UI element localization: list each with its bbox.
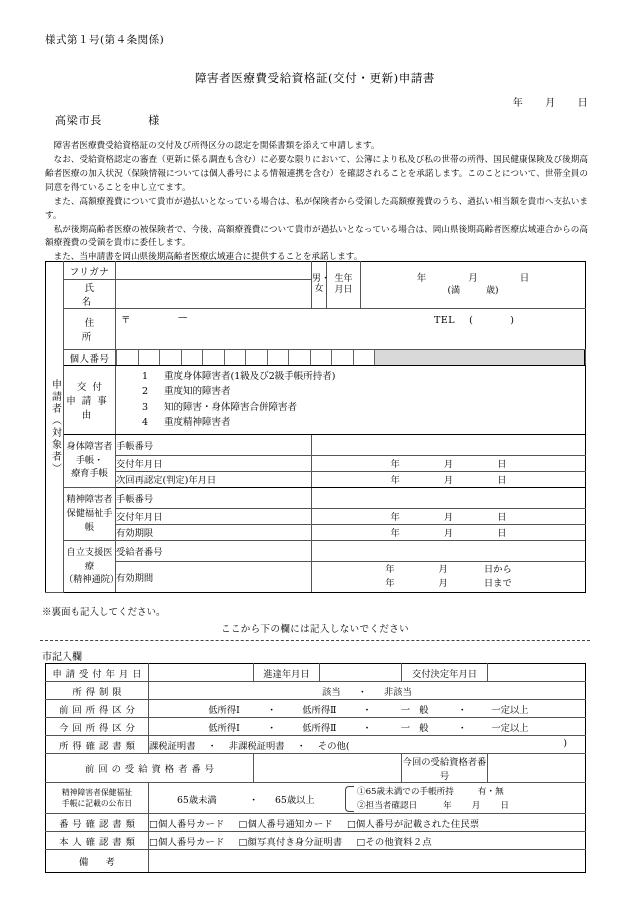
reason-label: 交付申請事由 — [64, 366, 116, 435]
table-row-mental-handbook-issue-date — [46, 508, 586, 524]
table-row-number-verification-docs — [46, 814, 586, 832]
date-month: 月 — [443, 459, 454, 471]
date-day-from: 日から — [483, 564, 512, 576]
mental-handbook-number-input[interactable] — [312, 487, 586, 508]
postal-mark-icon: 〒 — [121, 315, 131, 326]
support-period-from — [312, 563, 585, 577]
physical-handbook-issue-label: 交付年月日 — [116, 455, 312, 471]
furigana-label: フリガナ — [64, 262, 116, 280]
physical-handbook-number-label: 手帳番号 — [116, 434, 312, 455]
date-month: 月 — [438, 578, 448, 589]
form-number: 様式第１号(第４条関係) — [45, 34, 165, 46]
city-section-label: 市記入欄 — [42, 652, 82, 663]
mynumber-grid[interactable] — [116, 350, 375, 365]
current-income-class-options[interactable] — [149, 718, 586, 736]
prev-income-option-2[interactable]: 低所得Ⅱ — [302, 704, 337, 716]
number-verification-docs-options[interactable] — [149, 814, 586, 832]
date-year: 年 — [390, 475, 400, 487]
physical-handbook-number-input[interactable] — [312, 434, 586, 455]
back-side-note: ※裏面も記入してください。 — [42, 607, 166, 618]
date-day: 日 — [497, 475, 507, 487]
reason-option-1[interactable] — [142, 369, 585, 384]
date-year: 年 — [385, 578, 395, 589]
number-doc-checkbox-mynumber-card[interactable]: □個人番号カード — [149, 818, 225, 830]
dob-year: 年 — [416, 272, 427, 284]
application-receipt-date-label: 申請受付年月日 — [46, 664, 149, 682]
prev-income-option-3[interactable]: 一 般 — [400, 704, 429, 716]
reason-text-2: 重度知的障害者 — [164, 386, 231, 398]
reason-number-1: 1 — [142, 371, 149, 382]
table-row-support-number — [46, 540, 586, 561]
reason-list — [116, 366, 585, 434]
date-month: 月 — [438, 564, 448, 576]
age-sub-item-1-value[interactable]: 有・無 — [477, 787, 504, 797]
physical-handbook-label-line2: 療育手帳 — [71, 468, 108, 480]
option-separator: ・ — [267, 722, 277, 734]
support-period-to — [312, 577, 585, 591]
curr-income-option-3[interactable]: 一 般 — [400, 722, 429, 734]
table-row-physical-handbook-issue-date — [46, 455, 586, 471]
option-separator: ・ — [357, 686, 367, 698]
mynumber-cell[interactable] — [332, 350, 354, 365]
issue-decision-date-input[interactable] — [488, 664, 586, 682]
option-separator: ・ — [362, 722, 372, 734]
current-certificate-number-input[interactable] — [488, 754, 586, 783]
body-paragraph-1: 障害者医療費受給資格証の交付及び所得区分の認定を関係書類を添えて申請します。 — [53, 141, 380, 151]
option-separator: ・ — [249, 795, 259, 806]
mynumber-cell[interactable] — [289, 350, 311, 365]
name-label: 氏 名 — [64, 280, 116, 309]
age-sub-item-1-label: ①65歳未満での手帳所持 — [357, 787, 454, 797]
table-row-support-period — [46, 562, 586, 593]
date-day: 日 — [497, 528, 507, 540]
reason-text-4: 重度精神障害者 — [164, 417, 231, 429]
number-doc-checkbox-notification-card[interactable]: □個人番号通知カード — [238, 818, 333, 830]
table-row-physical-handbook-number — [46, 434, 586, 455]
vertical-applicant-label — [46, 262, 64, 593]
age-option-65-or-over[interactable]: 65歳以上 — [275, 795, 315, 806]
body-text — [45, 140, 588, 265]
date-year: 年 — [390, 528, 400, 540]
address-inner — [116, 309, 585, 349]
tel-label: TEL — [434, 315, 456, 326]
identity-doc-checkbox-other-two-docs[interactable]: □その他資料２点 — [356, 836, 432, 848]
page-title: 障害者医療費受給資格証(交付・更新)申請書 — [194, 71, 436, 85]
mynumber-cell[interactable] — [354, 350, 376, 365]
dob-label — [327, 262, 361, 309]
table-row-remarks — [46, 850, 586, 873]
income-doc-option-taxable[interactable]: 課税証明書 — [149, 740, 196, 752]
mental-handbook-issue-date-label — [46, 783, 149, 814]
applicant-table — [45, 261, 586, 593]
mental-handbook-issue-date-label-line1: 精神障害者保健福祉 — [61, 787, 133, 797]
dob-date-line — [361, 272, 585, 286]
sex-label: 男・女 — [312, 262, 327, 309]
income-doc-other-close-paren: ) — [563, 737, 567, 749]
mynumber-cell[interactable] — [268, 350, 290, 365]
remarks-input[interactable] — [149, 850, 586, 873]
date-month: 月 — [443, 475, 454, 487]
mynumber-label: 個人番号 — [64, 350, 116, 366]
age-sub-item-2-label: ②担当者確認日 — [357, 801, 418, 811]
issue-decision-date-label: 交付決定年月日 — [402, 664, 488, 682]
mynumber-cell[interactable] — [311, 350, 333, 365]
current-income-class-label: 今回所得区分 — [46, 718, 149, 736]
table-row-income-documents — [46, 736, 586, 754]
mynumber-cell[interactable] — [182, 350, 204, 365]
curr-income-option-1[interactable]: 低所得Ⅰ — [208, 722, 240, 734]
postal-dash: — — [178, 312, 188, 323]
mental-handbook-expiry-input[interactable] — [312, 524, 586, 540]
dob-month: 月 — [468, 272, 478, 284]
age-sub-item-2-day: 日 — [500, 801, 509, 811]
furigana-input[interactable] — [116, 262, 312, 280]
table-row-current-income-class — [46, 718, 586, 736]
prev-income-option-4[interactable]: 一定以上 — [491, 704, 529, 716]
identity-verification-docs-options[interactable] — [149, 832, 586, 850]
reason-number-3: 3 — [142, 401, 149, 413]
physical-handbook-label — [64, 434, 116, 487]
submission-date-day: 日 — [577, 98, 588, 109]
address-label: 住 所 — [64, 309, 116, 350]
dob-age-line — [361, 285, 585, 298]
submission-date-year: 年 — [512, 98, 524, 109]
body-paragraph-4: 私が後期高齢者医療の被保険者で、今後、高額療養費について貴市が過払いとなっている場合は、岡山県後期高齢者医療広域連合からの高額療養費の受領を貴市に委任します。 — [45, 224, 588, 249]
body-paragraph-3: また、高額療養費について貴市が過払いとなっている場合は、私が保険者から受領した高額療養費のうち、過払い相当額を貴市へ支払います。 — [45, 196, 588, 221]
number-doc-checkbox-residence-certificate[interactable]: □個人番号が記載された住民票 — [346, 818, 480, 830]
city-use-table — [45, 663, 586, 873]
submission-date-line — [513, 94, 588, 109]
table-row-previous-income-class — [46, 700, 586, 718]
age-sub-item-2-year: 年 — [443, 801, 452, 811]
date-day: 日 — [497, 512, 507, 524]
income-limit-label: 所得制限 — [46, 682, 149, 700]
reason-number-2: 2 — [142, 386, 149, 398]
support-recipient-number-input[interactable] — [312, 540, 586, 561]
application-receipt-date-input[interactable] — [149, 664, 254, 682]
dob-input[interactable] — [361, 262, 586, 309]
vertical-applicant-label-text: 申請者（対象者） — [49, 379, 61, 475]
table-row-receipt-dates — [46, 664, 586, 682]
table-row-address — [46, 309, 586, 350]
table-row-income-limit — [46, 682, 586, 700]
body-paragraph-5: また、当申請書を岡山県後期高齢者医療広域連合に提供することを承諾します。 — [53, 252, 363, 263]
previous-certificate-number-label: 前回の受給資格者番号 — [46, 754, 254, 783]
physical-handbook-label-line1: 身体障害者手帳・ — [66, 440, 113, 466]
support-medical-label-line2: （精神通院） — [64, 574, 120, 586]
tel-paren: ( ) — [469, 315, 529, 326]
support-period-label: 有効期間 — [116, 562, 312, 593]
section-divider — [40, 640, 590, 641]
option-separator: ・ — [457, 722, 467, 734]
addressee-honorific: 様 — [148, 114, 161, 127]
reason-option-3[interactable] — [142, 400, 585, 415]
physical-handbook-issue-input[interactable] — [312, 455, 586, 471]
reason-text-1: 重度身体障害者(1級及び2級手帳所持者) — [164, 371, 336, 382]
dob-day: 日 — [519, 272, 530, 284]
brace-icon — [345, 786, 354, 812]
mynumber-cell[interactable] — [160, 350, 182, 365]
table-row-identity-verification-docs — [46, 832, 586, 850]
option-separator: ・ — [457, 704, 467, 716]
prev-income-option-1[interactable]: 低所得Ⅰ — [208, 704, 240, 716]
curr-income-option-2[interactable]: 低所得Ⅱ — [302, 722, 337, 734]
date-month: 月 — [443, 528, 454, 540]
reason-options[interactable] — [116, 366, 586, 435]
mental-handbook-label-line2: 保健福祉手帳 — [66, 507, 113, 533]
age-close: 歳) — [486, 286, 499, 297]
physical-handbook-recert-label: 次回再認定(判定)年月日 — [116, 471, 312, 487]
mental-handbook-issue-input[interactable] — [312, 508, 586, 524]
table-row-mynumber — [46, 350, 586, 366]
mental-handbook-label — [64, 487, 116, 540]
no-fill-below-note: ここから下の欄には記入しないでください — [220, 624, 410, 635]
option-separator: ・ — [362, 704, 372, 716]
submission-date-month: 月 — [545, 98, 556, 109]
addressee-name: 高梁市長 — [55, 114, 103, 127]
address-input[interactable] — [116, 309, 586, 350]
dob-label-line1: 生年 — [334, 273, 353, 284]
reason-option-2[interactable] — [142, 384, 585, 399]
mental-handbook-label-line1: 精神障害者 — [66, 494, 113, 506]
forward-date-label: 進達年月日 — [254, 664, 320, 682]
mental-handbook-issue-label: 交付年月日 — [116, 508, 312, 524]
previous-certificate-number-input[interactable] — [254, 754, 402, 783]
reason-number-4: 4 — [142, 417, 149, 429]
table-row-furigana — [46, 262, 586, 280]
option-separator: ・ — [267, 704, 277, 716]
support-medical-label — [64, 540, 120, 592]
identity-doc-checkbox-mynumber-card[interactable]: □個人番号カード — [149, 836, 225, 848]
support-period-input[interactable] — [312, 562, 586, 593]
mental-handbook-number-label: 手帳番号 — [116, 487, 312, 508]
tel-field[interactable] — [434, 312, 528, 326]
mynumber-cell[interactable] — [225, 350, 247, 365]
mynumber-cell[interactable] — [246, 350, 268, 365]
identity-verification-docs-label: 本人確認書類 — [46, 832, 149, 850]
support-recipient-number-label: 受給者番号 — [116, 540, 312, 561]
table-row-mental-handbook-number — [46, 487, 586, 508]
current-certificate-number-label: 今回の受給資格者番号 — [402, 754, 488, 783]
age-check-cell[interactable] — [149, 783, 586, 814]
table-row-certificate-numbers — [46, 754, 586, 783]
support-medical-label-line1: 自立支援医療 — [66, 546, 113, 572]
income-limit-option-not-applicable[interactable]: 非該当 — [384, 686, 412, 698]
previous-income-class-options[interactable] — [149, 700, 586, 718]
table-row-age-check — [46, 783, 586, 814]
forward-date-input[interactable] — [320, 664, 402, 682]
mynumber-cell[interactable] — [139, 350, 161, 365]
curr-income-option-4[interactable]: 一定以上 — [491, 722, 529, 734]
mynumber-grid-wrap — [116, 350, 585, 365]
dob-label-line2: 月日 — [334, 285, 353, 295]
date-year: 年 — [390, 459, 400, 471]
name-input[interactable] — [116, 280, 312, 309]
date-year: 年 — [390, 512, 400, 524]
table-row-physical-handbook-recert-date — [46, 471, 586, 487]
age-sub-item-2[interactable] — [357, 799, 509, 811]
table-row-mental-handbook-expiry — [46, 524, 586, 540]
reason-option-4[interactable] — [142, 415, 585, 430]
date-day: 日 — [497, 459, 507, 471]
mental-handbook-expiry-label: 有効期限 — [116, 524, 312, 540]
physical-handbook-recert-input[interactable] — [312, 471, 586, 487]
reason-text-3: 知的障害・身体障害合併障害者 — [164, 401, 298, 413]
mynumber-cell[interactable] — [203, 350, 225, 365]
income-documents-options[interactable] — [149, 736, 586, 754]
income-limit-option-applicable[interactable]: 該当 — [322, 686, 341, 698]
mental-handbook-issue-date-label-line2: 手帳に記載の公布日 — [61, 799, 133, 808]
age-option-under-65[interactable]: 65歳未満 — [177, 795, 217, 806]
date-day-to: 日まで — [483, 578, 512, 589]
addressee — [55, 112, 160, 128]
remarks-label: 備 考 — [46, 850, 149, 873]
date-year: 年 — [385, 564, 395, 576]
previous-income-class-label: 前回所得区分 — [46, 700, 149, 718]
mynumber-cell[interactable] — [116, 350, 139, 365]
age-open: (満 — [447, 286, 460, 297]
body-paragraph-2: なお、受給資格認定の審査（更新に係る調査も含む）に必要な限りにおいて、公簿により私及び私の世帯の所得、国民健康保険及び後期高齢者医療の加入状況（保険情報については個人番号による情報連携を含む）を確認されることを承諾します。このことについて、世帯全員の同意を得ていることを申し立てます。 — [45, 154, 588, 193]
number-verification-docs-label: 番号確認書類 — [46, 814, 149, 832]
identity-doc-checkbox-photo-id[interactable]: □顔写真付き身分証明書 — [238, 836, 343, 848]
date-month: 月 — [443, 512, 454, 524]
income-doc-option-other[interactable]: その他( — [317, 740, 350, 752]
age-check-inner — [149, 783, 585, 813]
age-sub-item-1[interactable] — [357, 785, 504, 797]
income-doc-option-nontaxable[interactable]: 非課税証明書 — [228, 740, 285, 752]
mynumber-input[interactable] — [116, 350, 586, 366]
option-separator: ・ — [296, 740, 306, 752]
income-documents-label: 所得確認書類 — [46, 736, 149, 754]
option-separator: ・ — [207, 740, 217, 752]
mynumber-gray-filler — [375, 350, 585, 365]
age-sub-item-2-month: 月 — [471, 801, 481, 811]
table-row-reason — [46, 366, 586, 435]
income-limit-options[interactable] — [149, 682, 586, 700]
